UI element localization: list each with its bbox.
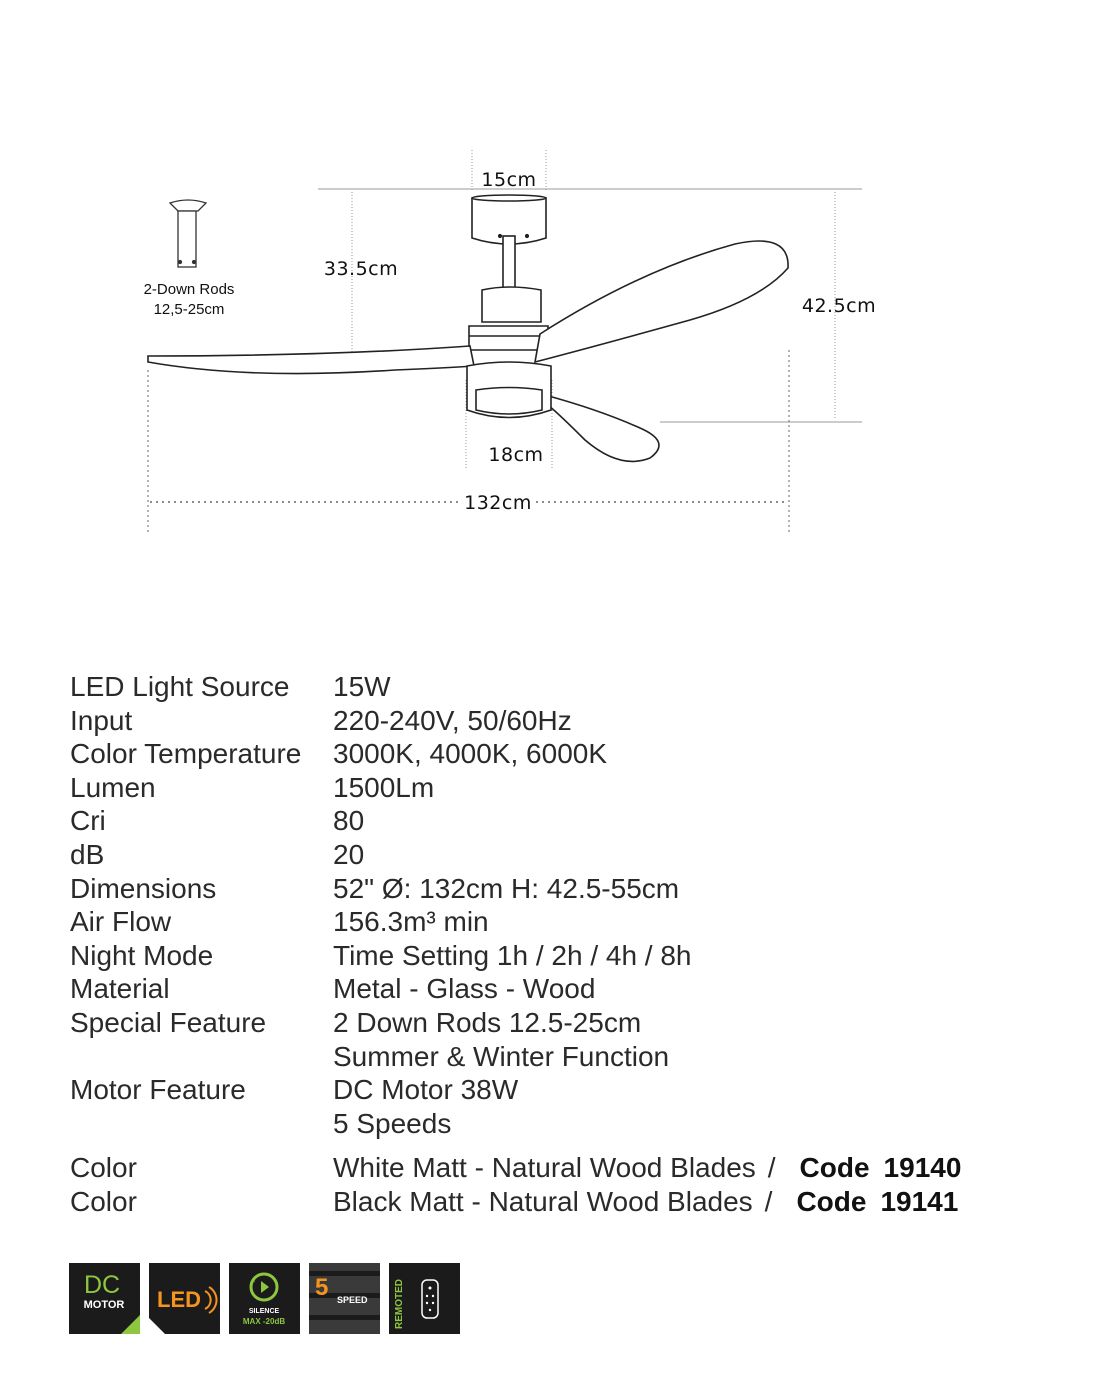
spec-label: Cri <box>70 805 106 837</box>
spec-value: 80 <box>333 805 365 837</box>
dim-drop-height: 33.5cm <box>323 258 399 280</box>
svg-text:×: × <box>252 1279 256 1285</box>
downrods-title: 2-Down Rods <box>143 281 235 298</box>
dc-badge-title: DC <box>83 1271 121 1299</box>
downrods-range: 12,5-25cm <box>153 301 225 318</box>
dim-canopy-width: 15cm <box>481 169 537 191</box>
spec-value: 2 Down Rods 12.5-25cm <box>333 1006 642 1038</box>
spec-value: 3000K, 4000K, 6000K <box>333 738 608 770</box>
spec-row <box>70 804 1070 838</box>
remote-badge <box>389 1263 460 1334</box>
spec-label: Input <box>70 704 133 736</box>
led-badge <box>149 1263 220 1334</box>
spec-row <box>70 670 1070 704</box>
color-label: Color <box>70 1186 137 1218</box>
fan-dimension-diagram <box>0 0 1105 560</box>
spec-value: 5 Speeds <box>333 1107 452 1139</box>
dc-motor-badge <box>69 1263 140 1334</box>
five-speed-badge <box>309 1263 380 1334</box>
spec-label: Motor Feature <box>70 1074 246 1106</box>
spec-value: Time Setting 1h / 2h / 4h / 8h <box>333 939 692 971</box>
remote-badge-text: REMOTED <box>394 1279 405 1329</box>
spec-row <box>70 771 1070 805</box>
dim-span: 132cm <box>464 492 532 514</box>
spec-value: 52" Ø: 132cm H: 42.5-55cm <box>333 872 680 904</box>
silence-badge <box>229 1263 300 1334</box>
spec-label: dB <box>70 838 105 870</box>
fan-drawing <box>148 195 788 461</box>
code-label: Code <box>796 1186 867 1218</box>
spec-row <box>70 1040 1070 1074</box>
led-badge-text: LED <box>157 1287 201 1312</box>
feature-badges <box>69 1263 460 1334</box>
spec-value: DC Motor 38W <box>333 1074 519 1106</box>
color-separator: / <box>764 1186 773 1218</box>
spec-label: Dimensions <box>70 872 217 904</box>
spec-label <box>70 1040 333 1074</box>
spec-value: 156.3m³ min <box>333 906 489 938</box>
downrod-icon <box>170 200 206 267</box>
spec-value: 220-240V, 50/60Hz <box>333 704 572 736</box>
spec-value: 20 <box>333 838 365 870</box>
spec-label: LED Light Source <box>70 671 290 702</box>
color-value: Black Matt - Natural Wood Blades <box>333 1186 753 1218</box>
spec-label: Night Mode <box>70 939 214 971</box>
product-code: 19141 <box>880 1186 959 1218</box>
code-label: Code <box>799 1152 870 1184</box>
speed-badge-number: 5 <box>315 1274 329 1301</box>
color-separator: / <box>767 1152 776 1184</box>
spec-value: 1500Lm <box>333 771 435 803</box>
spec-row <box>70 905 1070 939</box>
spec-value: Summer & Winter Function <box>333 1040 670 1072</box>
dim-light-width: 18cm <box>488 444 544 466</box>
silence-badge-title: SILENCE <box>248 1308 280 1315</box>
product-code: 19140 <box>883 1152 962 1184</box>
spec-row <box>70 704 1070 738</box>
speed-badge-text: SPEED <box>337 1295 368 1305</box>
spec-row <box>70 1073 1070 1107</box>
color-value: White Matt - Natural Wood Blades <box>333 1152 756 1184</box>
spec-value: Metal - Glass - Wood <box>333 973 596 1005</box>
spec-row <box>70 838 1070 872</box>
spec-row <box>70 737 1070 771</box>
spec-label: Color Temperature <box>70 738 302 770</box>
dc-badge-sub: MOTOR <box>83 1299 125 1311</box>
spec-label: Material <box>70 973 170 1005</box>
spec-row <box>70 872 1070 906</box>
dim-total-height: 42.5cm <box>801 295 877 317</box>
spec-value: 15W <box>333 671 391 702</box>
color-label: Color <box>70 1152 137 1184</box>
color-row-black <box>70 1185 1070 1219</box>
spec-row <box>70 972 1070 1006</box>
spec-row <box>70 939 1070 973</box>
spec-row <box>70 1006 1070 1040</box>
spec-label: Special Feature <box>70 1006 267 1038</box>
spec-table <box>70 670 1070 1219</box>
spec-row <box>70 1107 1070 1141</box>
spec-label: Lumen <box>70 771 156 803</box>
spec-label: Air Flow <box>70 906 172 938</box>
color-row-white <box>70 1151 1070 1185</box>
silence-badge-sub: MAX -20dB <box>242 1317 286 1326</box>
spec-label <box>70 1107 333 1141</box>
